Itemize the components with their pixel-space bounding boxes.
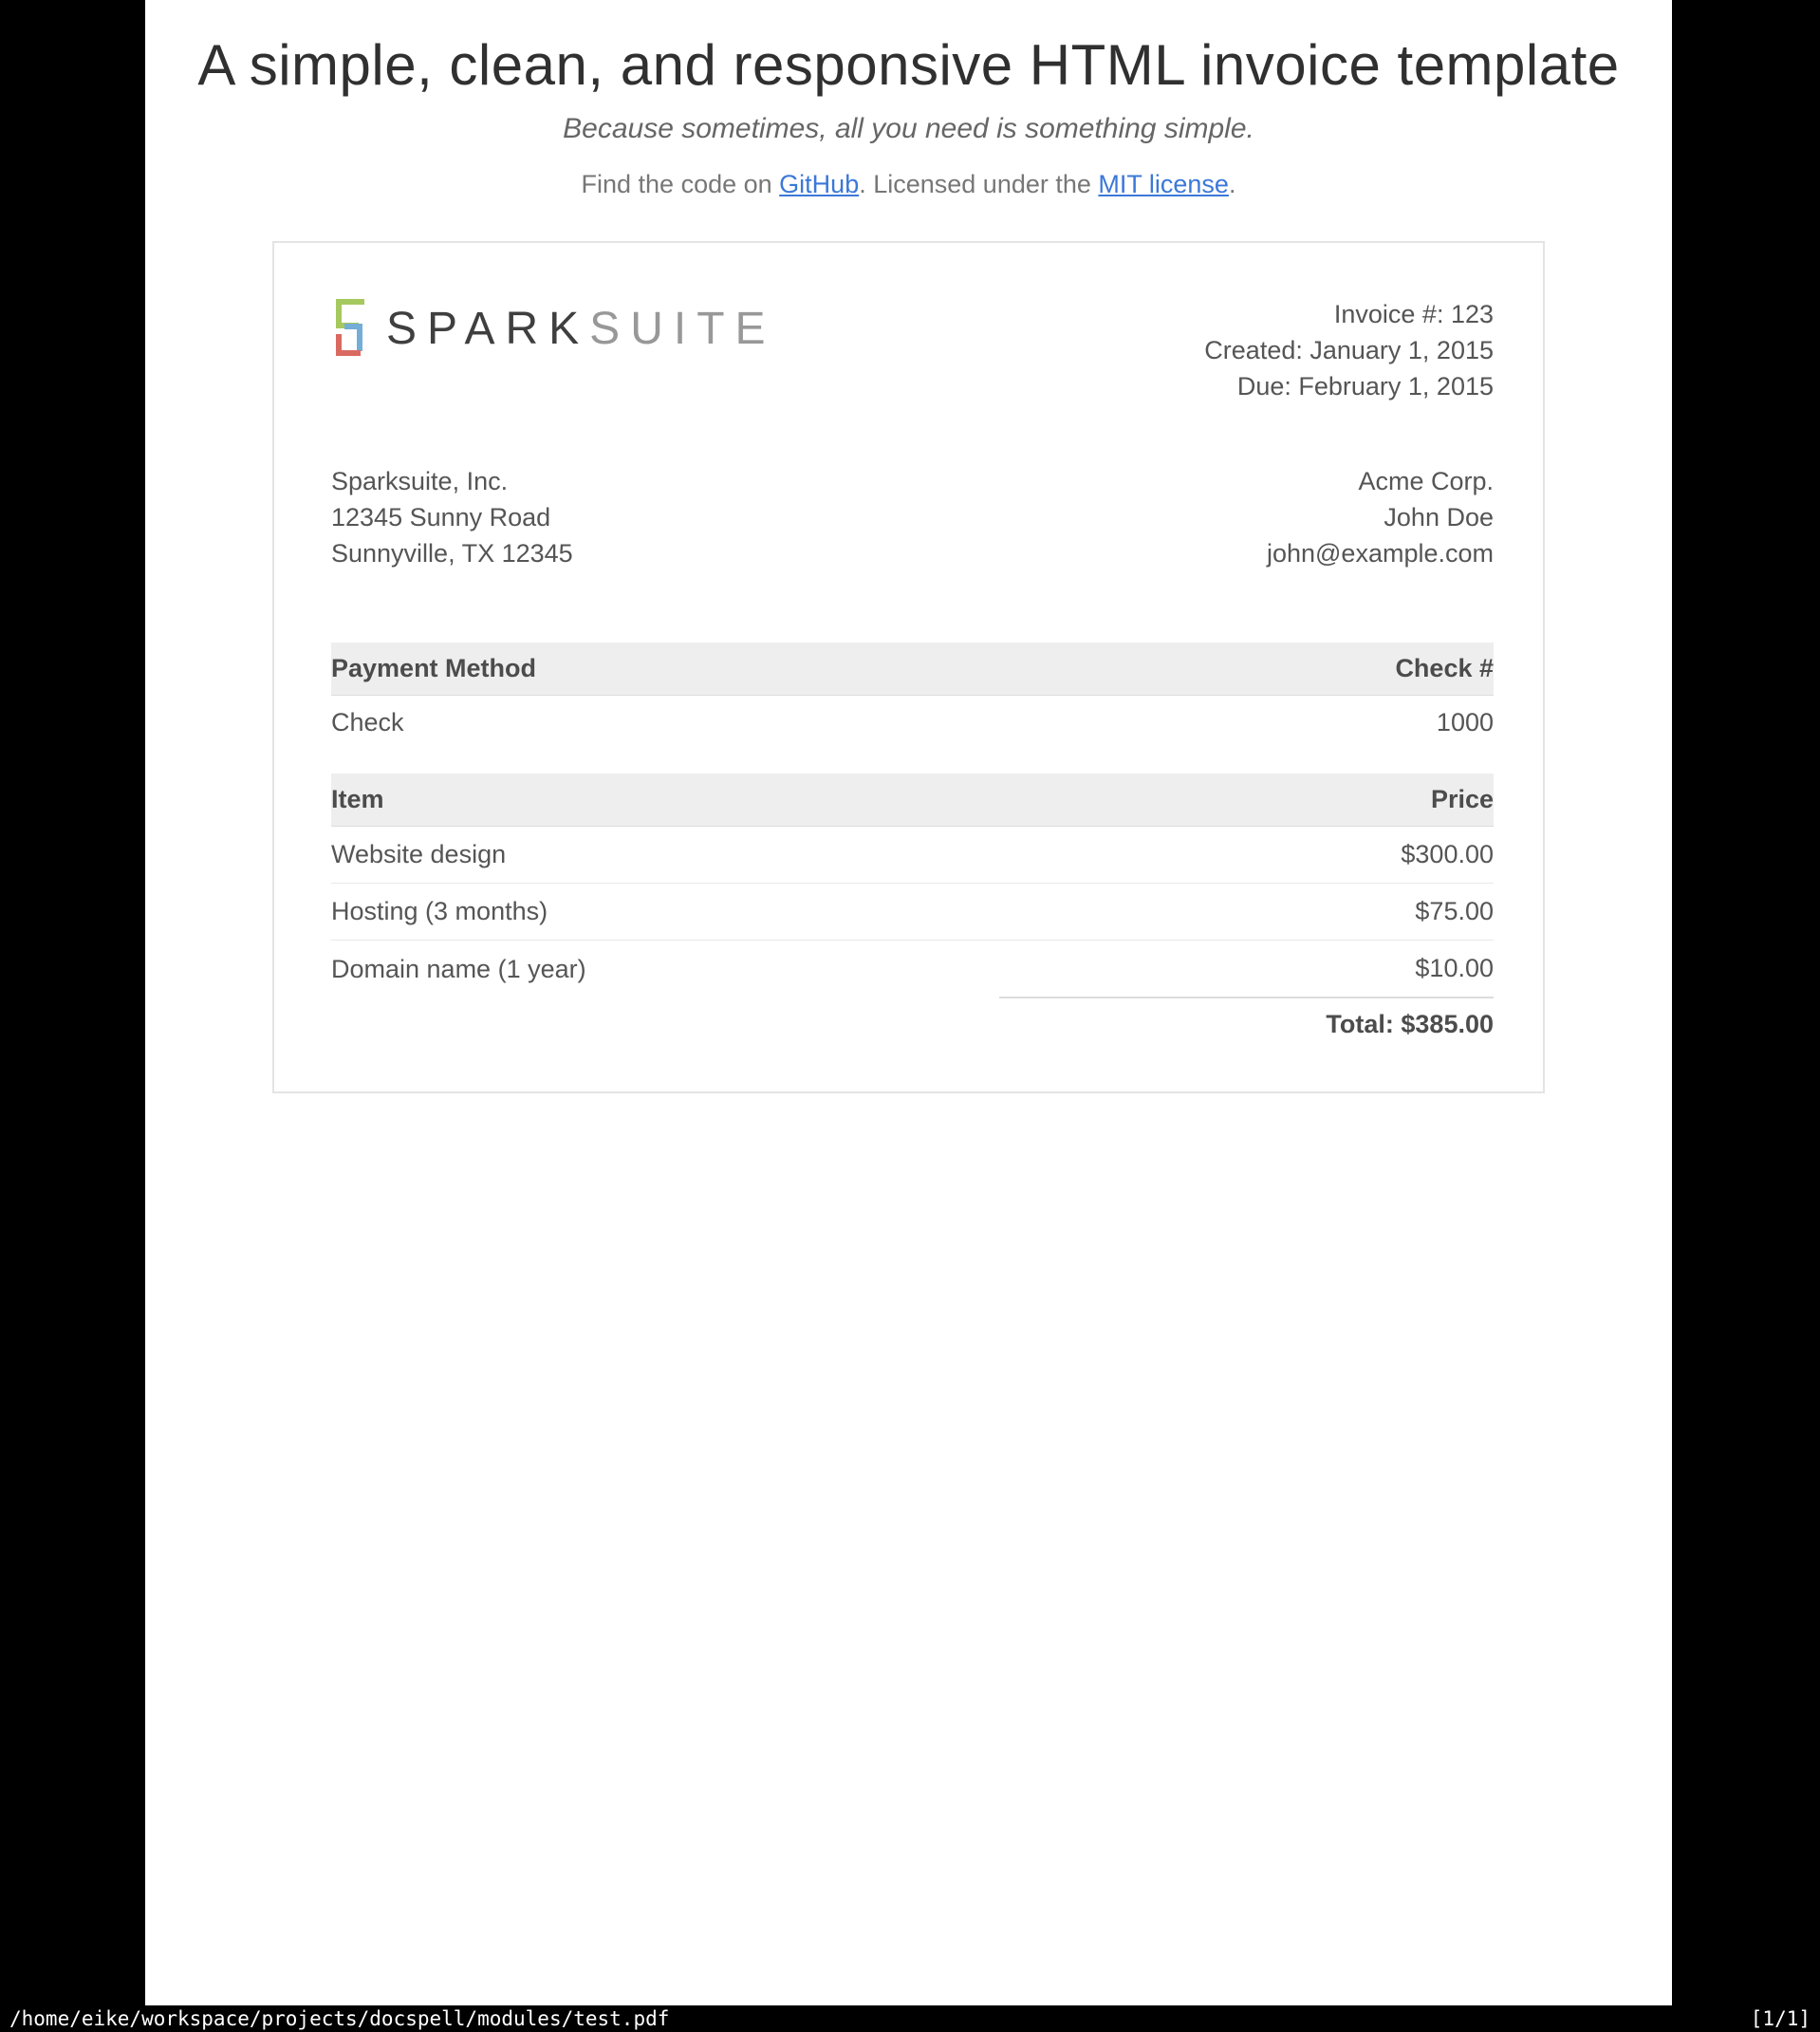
invoice-due-date: Due: February 1, 2015 bbox=[1236, 372, 1494, 401]
table-row bbox=[331, 884, 1494, 941]
price-header: Price bbox=[999, 774, 1494, 827]
sparksuite-mark-icon bbox=[331, 298, 367, 359]
payment-table-row bbox=[331, 696, 1494, 774]
item-price: $300.00 bbox=[999, 827, 1494, 884]
check-number-header: Check # bbox=[999, 643, 1494, 696]
from-city: Sunnyville, TX 12345 bbox=[331, 539, 573, 568]
from-company: Sparksuite, Inc. bbox=[331, 467, 509, 495]
item-header: Item bbox=[331, 774, 999, 827]
item-price: $10.00 bbox=[1415, 954, 1494, 982]
payment-method-header: Payment Method bbox=[331, 643, 999, 696]
item-name: Hosting (3 months) bbox=[331, 884, 999, 941]
logo-wordmark-suite: SUITE bbox=[589, 303, 776, 354]
payment-table-header-row bbox=[331, 643, 1494, 696]
invoice-logo-row bbox=[331, 298, 1494, 404]
total-spacer bbox=[331, 997, 999, 1039]
invoice-created-date: Created: January 1, 2015 bbox=[1204, 336, 1494, 364]
payment-method-value: Check bbox=[331, 708, 404, 736]
to-company: Acme Corp. bbox=[1358, 467, 1494, 495]
page-title: A simple, clean, and responsive HTML invoice template bbox=[197, 33, 1620, 97]
logo-wordmark bbox=[386, 303, 776, 355]
payment-method-table bbox=[331, 643, 1494, 774]
sparksuite-logo bbox=[331, 298, 776, 359]
info-text-suffix: . bbox=[1228, 170, 1236, 198]
mit-license-link[interactable]: MIT license bbox=[1098, 170, 1229, 198]
info-text-prefix: Find the code on bbox=[581, 170, 780, 198]
to-email: john@example.com bbox=[1266, 539, 1494, 568]
viewer-statusbar bbox=[0, 2005, 1820, 2032]
invoice-items-table bbox=[331, 774, 1494, 1039]
item-name: Website design bbox=[331, 827, 999, 884]
items-table-header-row bbox=[331, 774, 1494, 827]
github-link[interactable]: GitHub bbox=[779, 170, 860, 198]
billing-from-address bbox=[331, 463, 573, 571]
document-page bbox=[145, 0, 1672, 2005]
item-price: $75.00 bbox=[999, 884, 1494, 941]
invoice-parties bbox=[331, 463, 1494, 571]
from-street: 12345 Sunny Road bbox=[331, 503, 551, 531]
invoice-meta bbox=[1204, 296, 1494, 404]
info-line bbox=[145, 170, 1672, 199]
check-number-value: 1000 bbox=[1436, 708, 1494, 736]
item-name: Domain name (1 year) bbox=[331, 954, 586, 983]
billing-to-address bbox=[1267, 463, 1494, 571]
info-text-middle: . Licensed under the bbox=[859, 170, 1099, 198]
logo-wordmark-spark: SPARK bbox=[386, 303, 590, 354]
page-subtitle: Because sometimes, all you need is something simple. bbox=[563, 113, 1254, 144]
table-row bbox=[331, 941, 1494, 998]
total-row bbox=[331, 997, 1494, 1039]
invoice-number: Invoice #: 123 bbox=[1333, 300, 1494, 328]
invoice-total: Total: $385.00 bbox=[999, 997, 1494, 1039]
invoice-box bbox=[272, 241, 1545, 1093]
statusbar-file-path: /home/eike/workspace/projects/docspell/modules/test.pdf bbox=[9, 2007, 670, 2030]
table-row bbox=[331, 827, 1494, 884]
statusbar-page-indicator: [1/1] bbox=[1750, 2007, 1811, 2030]
document-header bbox=[145, 0, 1672, 199]
to-contact: John Doe bbox=[1384, 503, 1494, 531]
